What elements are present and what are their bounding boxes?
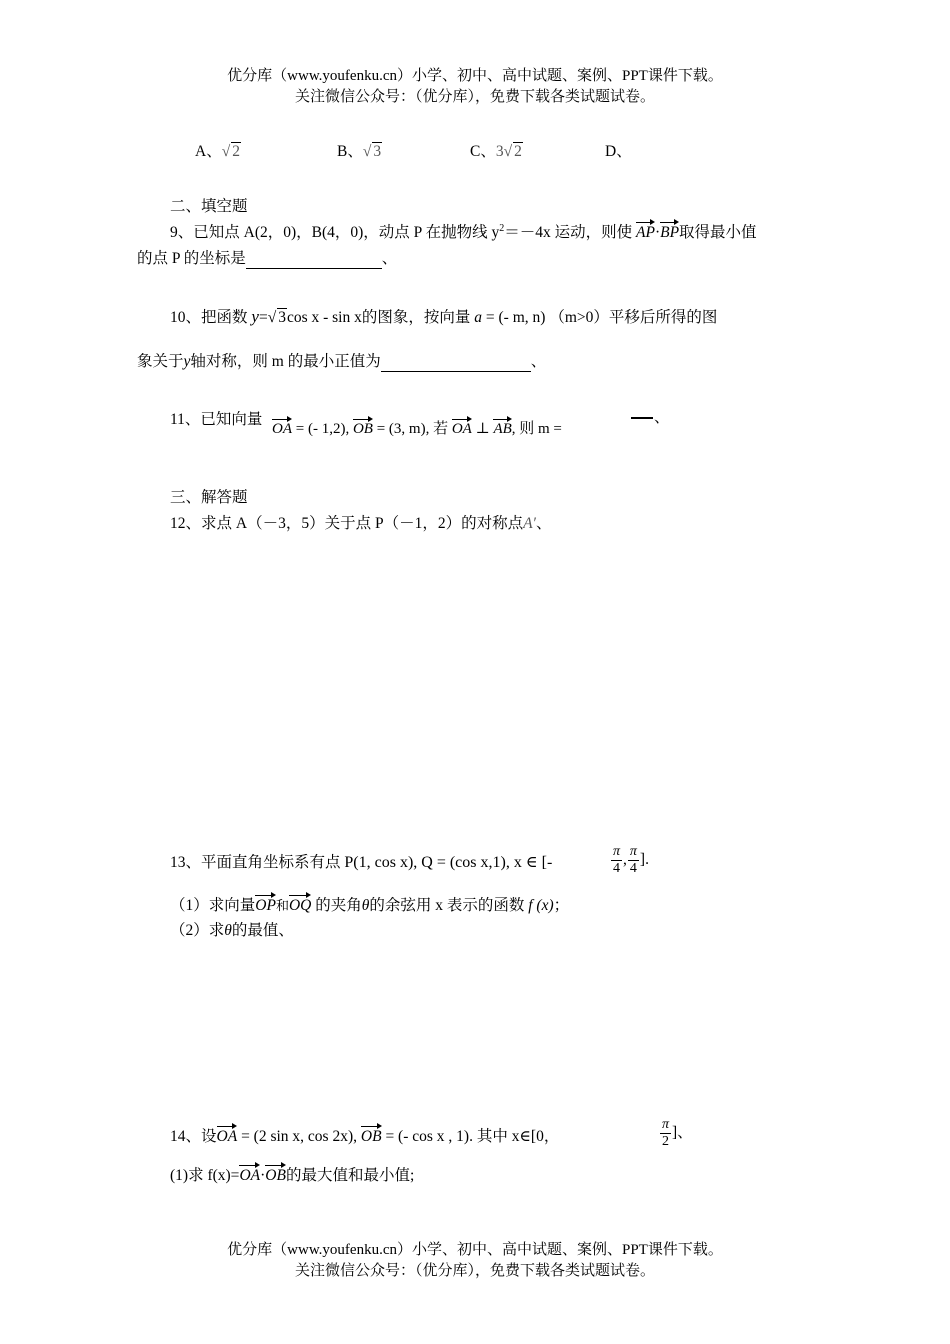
question-13-interval: $\frac{\pi}{4}$ , $\frac{\pi}{4}$ ]. — [613, 844, 649, 876]
option-c-value: 2 — [514, 143, 522, 160]
option-c-label: C、 — [470, 143, 496, 160]
vector-ob: OB — [353, 418, 373, 438]
fraction-pi-over-2: $\frac{\pi}{2}$ — [662, 1117, 670, 1149]
footer-line-1: 优分库（www.youfenku.cn）小学、初中、高中试题、案例、PPT课件下载。 — [227, 1242, 723, 1258]
question-11-label: 11、已知向量 — [170, 411, 263, 428]
page-header — [0, 66, 950, 108]
question-11-formula: OA = (- 1,2), OB = (3, m), 若 OA ⊥ AB, 则 m = — [272, 417, 562, 438]
vector-ap: AP — [636, 221, 655, 242]
option-c-coef: 3 — [495, 143, 504, 160]
option-b: B、√ 3 — [337, 143, 382, 160]
question-9-line-1: 9、已知点 A(2，0)，B(4，0)，动点 P 在抛物线 $y^2=-4x$ 运动，则使 AP·BP取得最小值 — [170, 222, 757, 241]
option-a: A、√ 2 — [195, 143, 240, 160]
vector-ob: OB — [361, 1125, 382, 1146]
page-footer — [0, 1240, 950, 1282]
vector-ab: AB — [493, 418, 511, 438]
option-a-label: A、 — [195, 143, 222, 160]
vector-oa: OA — [272, 418, 292, 438]
option-d — [605, 139, 632, 161]
question-14-line-1: 14、设OA = (2 sin x, cos 2x), OB = (- cos x , 1). 其中 x∈[0， — [170, 1124, 559, 1146]
section-3-title: 三、解答题 — [170, 489, 248, 506]
fraction-pi-over-4: $\frac{\pi}{4}$ — [629, 844, 637, 876]
vector-oa: OA — [217, 1125, 238, 1146]
question-10-line-2: 象关于y轴对称，则 m 的最小正值为 、 — [137, 353, 547, 370]
question-14-sub-1: (1)求 f(x)=OA·OB的最大值和最小值; — [170, 1163, 414, 1185]
vector-op: OP — [255, 894, 276, 915]
header-line-1: 优分库（www.youfenku.cn）小学、初中、高中试题、案例、PPT课件下载。 — [227, 68, 723, 84]
question-12: 12、求点 A（－3，5）关于点 P（－1，2）的对称点A′、 — [170, 515, 552, 532]
question-9-line-2: 的点 P 的坐标是 、 — [137, 250, 398, 267]
option-a-value: 2 — [232, 143, 240, 160]
vector-oa: OA — [452, 418, 472, 438]
vector-bp: BP — [660, 221, 679, 242]
question-10-line-1: 10、把函数 y=√ 3cos x - sin x的图象，按向量 a = (- m, n) （m>0）平移后所得的图 — [170, 307, 718, 326]
vector-ob: OB — [265, 1164, 286, 1185]
vector-oa: OA — [239, 1164, 260, 1185]
option-d-label: D、 — [605, 143, 632, 160]
footer-line-2: 关注微信公众号：（优分库），免费下载各类试题试卷。 — [294, 1263, 655, 1279]
question-13-line-1: 13、平面直角坐标系有点 P(1, cos x), Q = (cos x,1), x ∈ [- — [170, 854, 553, 871]
fraction-pi-over-4: $\frac{\pi}{4}$ — [613, 844, 621, 876]
question-13-sub-1: （1）求向量OP和OQ 的夹角θ的余弦用 x 表示的函数 f (x)； — [170, 893, 569, 915]
answer-blank-11 — [631, 403, 653, 419]
question-13-sub-2: （2）求θ的最值、 — [170, 922, 294, 939]
question-14-interval: $\frac{\pi}{2}$ ]、 — [662, 1117, 693, 1149]
vector-oq: OQ — [289, 894, 311, 915]
option-c: C、3√ 2 — [470, 143, 522, 160]
answer-blank-10 — [381, 353, 531, 372]
section-2-title: 二、填空题 — [170, 198, 248, 215]
option-b-value: 3 — [373, 143, 382, 160]
question-11-end: 、 — [654, 409, 670, 426]
option-b-label: B、 — [337, 143, 363, 160]
answer-blank-9 — [246, 250, 382, 269]
header-line-2: 关注微信公众号：（优分库），免费下载各类试题试卷。 — [294, 89, 655, 105]
